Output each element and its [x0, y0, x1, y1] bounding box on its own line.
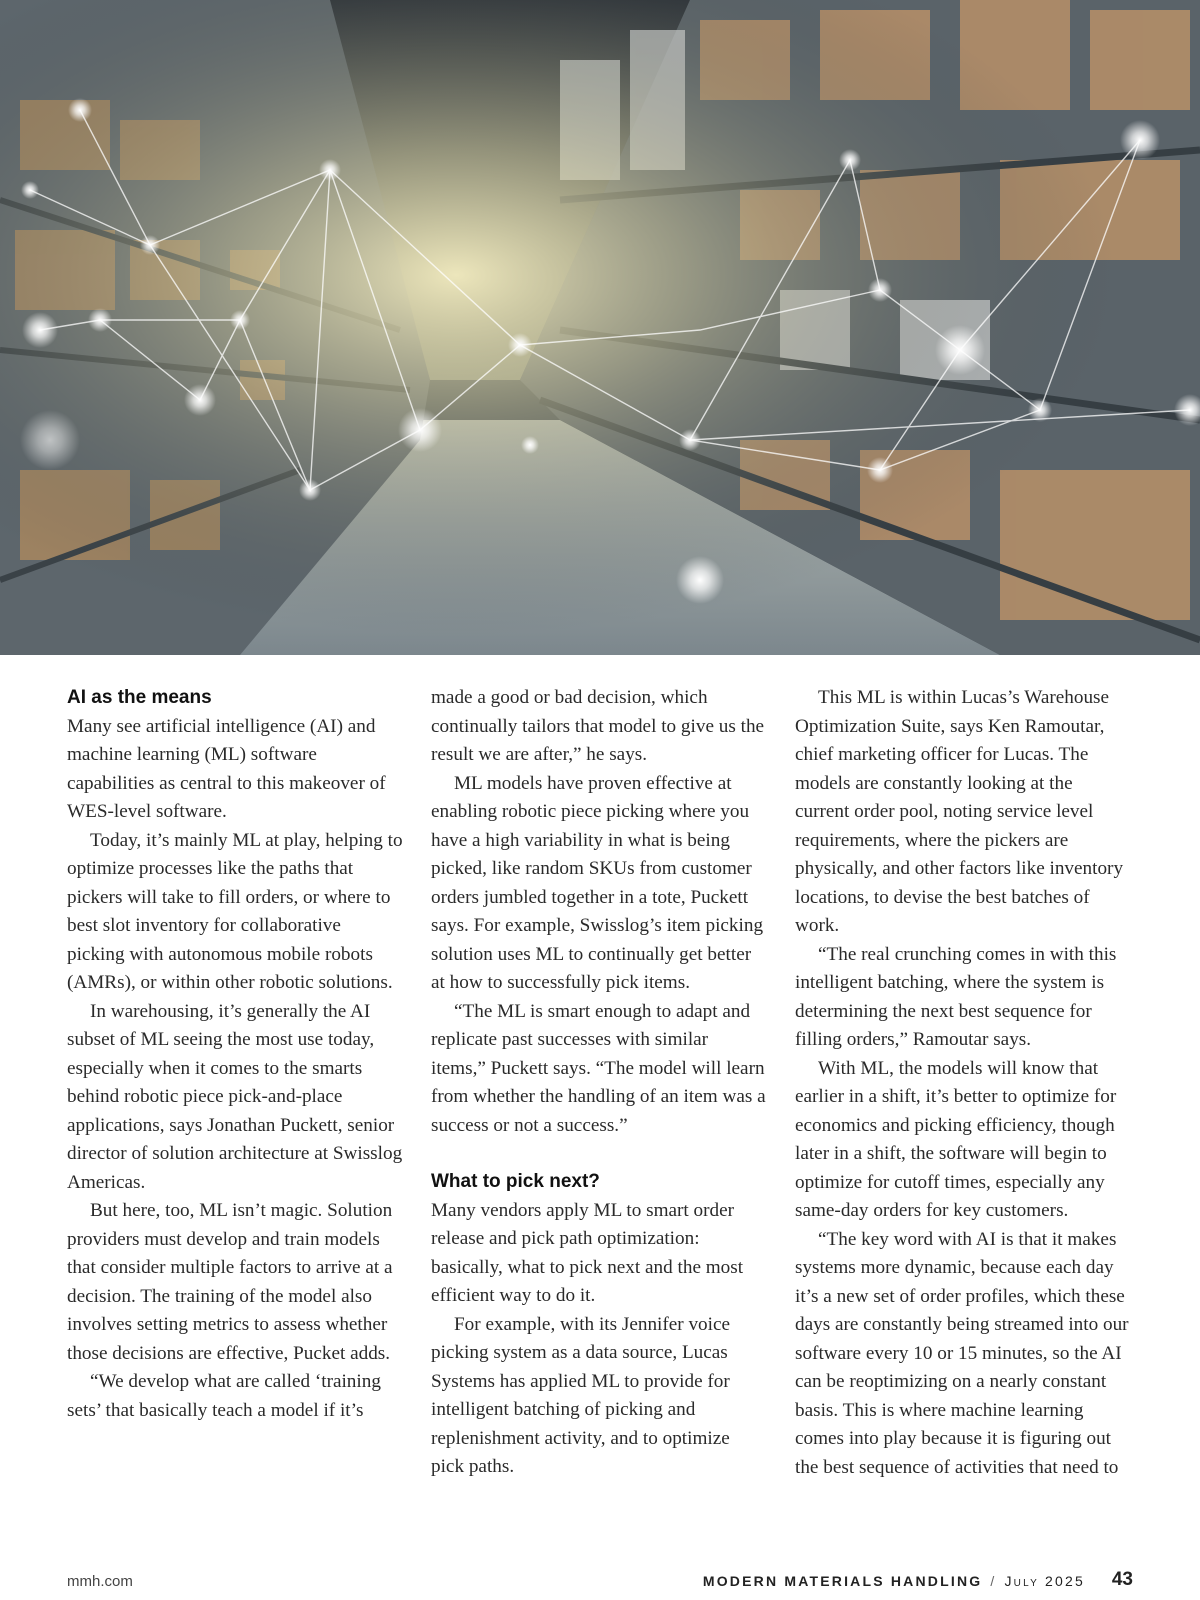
publication-name: MODERN MATERIALS HANDLING — [702, 1573, 983, 1589]
section-heading-what-to-pick-next: What to pick next? — [431, 1171, 600, 1192]
paragraph: With ML, the models will know that earlier in a shift, it’s better to optimize for economics and picking efficiency, though later in a shift, the software will begin to optimize for cutoff times, especially any same-day orders for key customers. — [795, 1057, 1117, 1221]
paragraph: “The key word with AI is that it makes systems more dynamic, because each day it’s a new set of order profiles, which these days are constantly being streamed into our software every 10 or 15 minutes, so the AI can be reoptimizing on a nearly constant basis. This is where machine learning comes into play because it is figuring out the best sequence of activities that need to — [795, 1228, 1129, 1478]
article-column-1 — [67, 684, 403, 1425]
paragraph: Today, it’s mainly ML at play, helping to optimize processes like the paths that pickers will take to fill orders, or where to best slot inventory for collaborative picking with autonomous mobile robots (AMRs), or within other robotic solutions. — [67, 829, 403, 993]
paragraph: “The real crunching comes in with this intelligent batching, where the system is determining the next best sequence for filling orders,” Ramoutar says. — [795, 943, 1117, 1050]
website-url[interactable]: mmh.com — [67, 1573, 133, 1590]
paragraph: In warehousing, it’s generally the AI subset of ML seeing the most use today, especially when it comes to the smarts behind robotic piece pick-and-place applications, says Jonathan Puckett, senior director of solution architecture at Swisslog Americas. — [67, 1000, 403, 1193]
paragraph: “The ML is smart enough to adapt and replicate past successes with similar items,” Puckett says. “The model will learn from whether the handling of an item was a success or not a success.” — [431, 1000, 766, 1136]
warehouse-aisle-illustration — [0, 0, 1200, 655]
paragraph: ML models have proven effective at enabling robotic piece picking where you have a high variability in what is being picked, like random SKUs from customer orders jumbled together in a tote, Puckett says. For example, Swisslog’s item picking solution uses ML to continually get better at how to successfully pick items. — [431, 772, 764, 993]
page-number: 43 — [1111, 1569, 1133, 1590]
paragraph: “We develop what are called ‘training sets’ that basically teach a model if it’s — [67, 1371, 381, 1421]
article-column-3 — [795, 684, 1131, 1482]
paragraph: For example, with its Jennifer voice picking system as a data source, Lucas Systems has applied ML to provide for intelligent batching of picking and replenishment activity, and to optimize pick paths. — [431, 1313, 731, 1477]
issue-date: July 2025 — [1004, 1573, 1085, 1589]
hero-image — [0, 0, 1200, 655]
section-heading-ai-as-the-means: AI as the means — [67, 687, 212, 708]
page-footer — [67, 1567, 1133, 1597]
paragraph: This ML is within Lucas’s Warehouse Optimization Suite, says Ken Ramoutar, chief marketing officer for Lucas. The models are constantly looking at the current order pool, noting service level requirements, where the pickers are physically, and other factors like inventory locations, to devise the best batches of work. — [795, 687, 1124, 936]
paragraph: Many see artificial intelligence (AI) and machine learning (ML) software capabilities as central to this makeover of WES-level software. — [67, 715, 386, 822]
separator: / — [990, 1573, 997, 1589]
paragraph: But here, too, ML isn’t magic. Solution providers must develop and train models that consider multiple factors to arrive at a decision. The training of the model also involves setting metrics to assess whether those decisions are effective, Pucket adds. — [67, 1200, 393, 1364]
paragraph: Many vendors apply ML to smart order release and pick path optimization: basically, what to pick next and the most efficient way to do it. — [431, 1199, 744, 1306]
article-column-2 — [431, 684, 767, 1482]
publication-line — [703, 1573, 1085, 1589]
paragraph: made a good or bad decision, which continually tailors that model to give us the result we are after,” he says. — [431, 687, 765, 765]
